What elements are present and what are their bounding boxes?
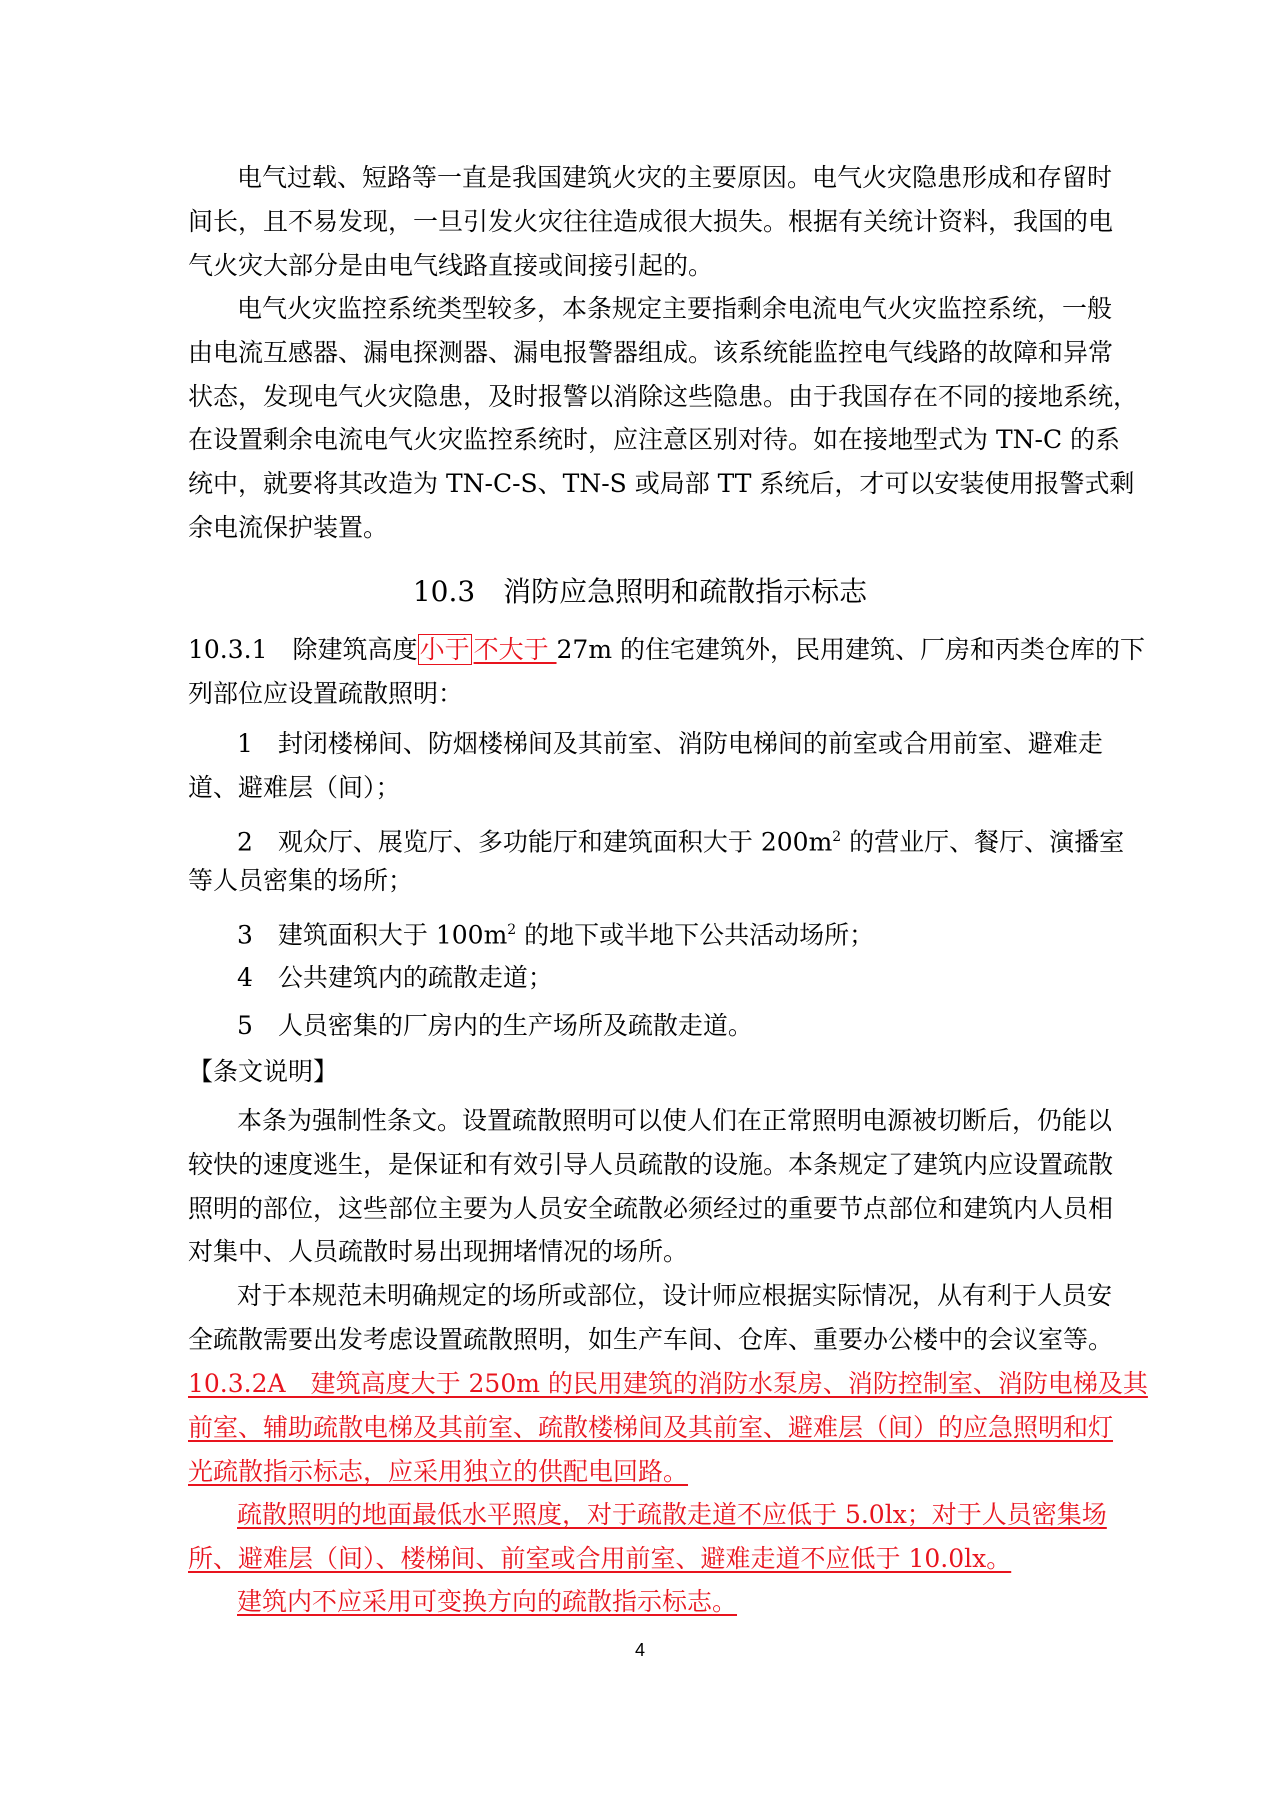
clause-1032a-line-2-wrap	[188, 1406, 1118, 1450]
paragraph-2-line-1: 电气火灾监控系统类型较多，本条规定主要指剩余电流电气火灾监控系统，一般	[237, 294, 1113, 323]
inserted-text: 不大于	[473, 635, 557, 664]
list-item-1-line-1: 1 封闭楼梯间、防烟楼梯间及其前室、消防电梯间的前室或合用前室、避难走	[237, 729, 1103, 758]
paragraph-2-line-4: 在设置剩余电流电气火灾监控系统时，应注意区别对待。如在接地型式为 TN-C 的系	[188, 425, 1121, 454]
paragraph-2-line-6: 余电流保护装置。	[188, 513, 389, 542]
list-item-5: 5 人员密集的厂房内的生产场所及疏散走道。	[237, 1011, 753, 1040]
explanation-title: 【条文说明】	[188, 1057, 339, 1086]
list-item-4: 4 公共建筑内的疏散走道；	[237, 963, 553, 992]
paragraph-1-line-2: 间长，且不易发现，一旦引发火灾往往造成很大损失。根据有关统计资料，我国的电	[188, 207, 1114, 236]
clause-1032a-line-2: 前室、辅助疏散电梯及其前室、疏散楼梯间及其前室、避难层（间）的应急照明和灯	[188, 1413, 1114, 1442]
list-item-3	[237, 908, 1117, 957]
list-item-3-text-a: 3 建筑面积大于 100m	[237, 920, 508, 950]
paragraph-2-line-2: 由电流互感器、漏电探测器、漏电报警器组成。该系统能监控电气线路的故障和异常	[188, 338, 1114, 367]
paragraph-1-line-3: 气火灾大部分是由电气线路直接或间接引起的。	[188, 251, 714, 280]
explanation-p2-line-2: 全疏散需要出发考虑设置疏散照明，如生产车间、仓库、重要办公楼中的会议室等。	[188, 1325, 1114, 1354]
list-item-2-line-1	[237, 815, 1125, 864]
clause-1032a-line-1-wrap	[188, 1362, 1148, 1406]
explanation-p1-line-4: 对集中、人员疏散时易出现拥堵情况的场所。	[188, 1237, 689, 1266]
superscript: 2	[832, 829, 842, 845]
clause-1032a-p2-line-1-wrap	[237, 1493, 1117, 1537]
explanation-p1-line-3: 照明的部位，这些部位主要为人员安全疏散必须经过的重要节点部位和建筑内人员相	[188, 1194, 1114, 1223]
clause-1032a-p3-wrap	[237, 1580, 1117, 1624]
page-number: 4	[634, 1640, 645, 1660]
paragraph-2-line-3: 状态，发现电气火灾隐患，及时报警以消除这些隐患。由于我国存在不同的接地系统，	[188, 382, 1139, 411]
superscript: 2	[507, 922, 517, 938]
list-item-2-text-a: 2 观众厅、展览厅、多功能厅和建筑面积大于 200m	[237, 827, 833, 857]
explanation-p1-line-2: 较快的速度逃生，是保证和有效引导人员疏散的设施。本条规定了建筑内应设置疏散	[188, 1150, 1114, 1179]
explanation-p2-line-1: 对于本规范未明确规定的场所或部位，设计师应根据实际情况，从有利于人员安	[237, 1281, 1113, 1310]
clause-1032a-p3: 建筑内不应采用可变换方向的疏散指示标志。	[237, 1587, 738, 1616]
clause-1032a-line-3-wrap	[188, 1450, 1118, 1494]
clause-number: 10.3.1	[188, 635, 268, 664]
paragraph-2-line-5: 统中，就要将其改造为 TN-C-S、TN-S 或局部 TT 系统后，才可以安装使用报警式剩	[188, 469, 1135, 498]
paragraph-1-line-1: 电气过载、短路等一直是我国建筑火灾的主要原因。电气火灾隐患形成和存留时	[237, 163, 1113, 192]
clause-1032a-line-1: 10.3.2A 建筑高度大于 250m 的民用建筑的消防水泵房、消防控制室、消防电梯及其	[188, 1369, 1148, 1398]
clause-1031-line-1	[188, 628, 1145, 672]
clause-1032a-p2-line-1: 疏散照明的地面最低水平照度，对于疏散走道不应低于 5.0lx；对于人员密集场	[237, 1500, 1107, 1529]
clause-1031-line-2: 列部位应设置疏散照明：	[188, 679, 464, 708]
clause-text-pre: 除建筑高度	[292, 635, 418, 664]
clause-1032a-p2-line-2-wrap	[188, 1537, 1118, 1581]
clause-1032a-p2-line-2: 所、避难层（间）、楼梯间、前室或合用前室、避难走道不应低于 10.0lx。	[188, 1544, 1012, 1573]
clause-1032a-line-3: 光疏散指示标志，应采用独立的供配电回路。	[188, 1457, 689, 1486]
section-heading: 10.3 消防应急照明和疏散指示标志	[412, 575, 868, 608]
clause-text-post: 27m 的住宅建筑外，民用建筑、厂房和丙类仓库的下	[556, 635, 1145, 664]
list-item-1-line-2: 道、避难层（间）；	[188, 773, 401, 802]
list-item-3-text-b: 的地下或半地下公共活动场所；	[516, 920, 875, 950]
explanation-p1-line-1: 本条为强制性条文。设置疏散照明可以使人们在正常照明电源被切断后，仍能以	[237, 1106, 1113, 1135]
deleted-text: 小于	[419, 635, 470, 664]
list-item-2-text-b: 的营业厅、餐厅、演播室	[841, 827, 1125, 857]
list-item-2-line-2: 等人员密集的场所；	[188, 866, 414, 895]
